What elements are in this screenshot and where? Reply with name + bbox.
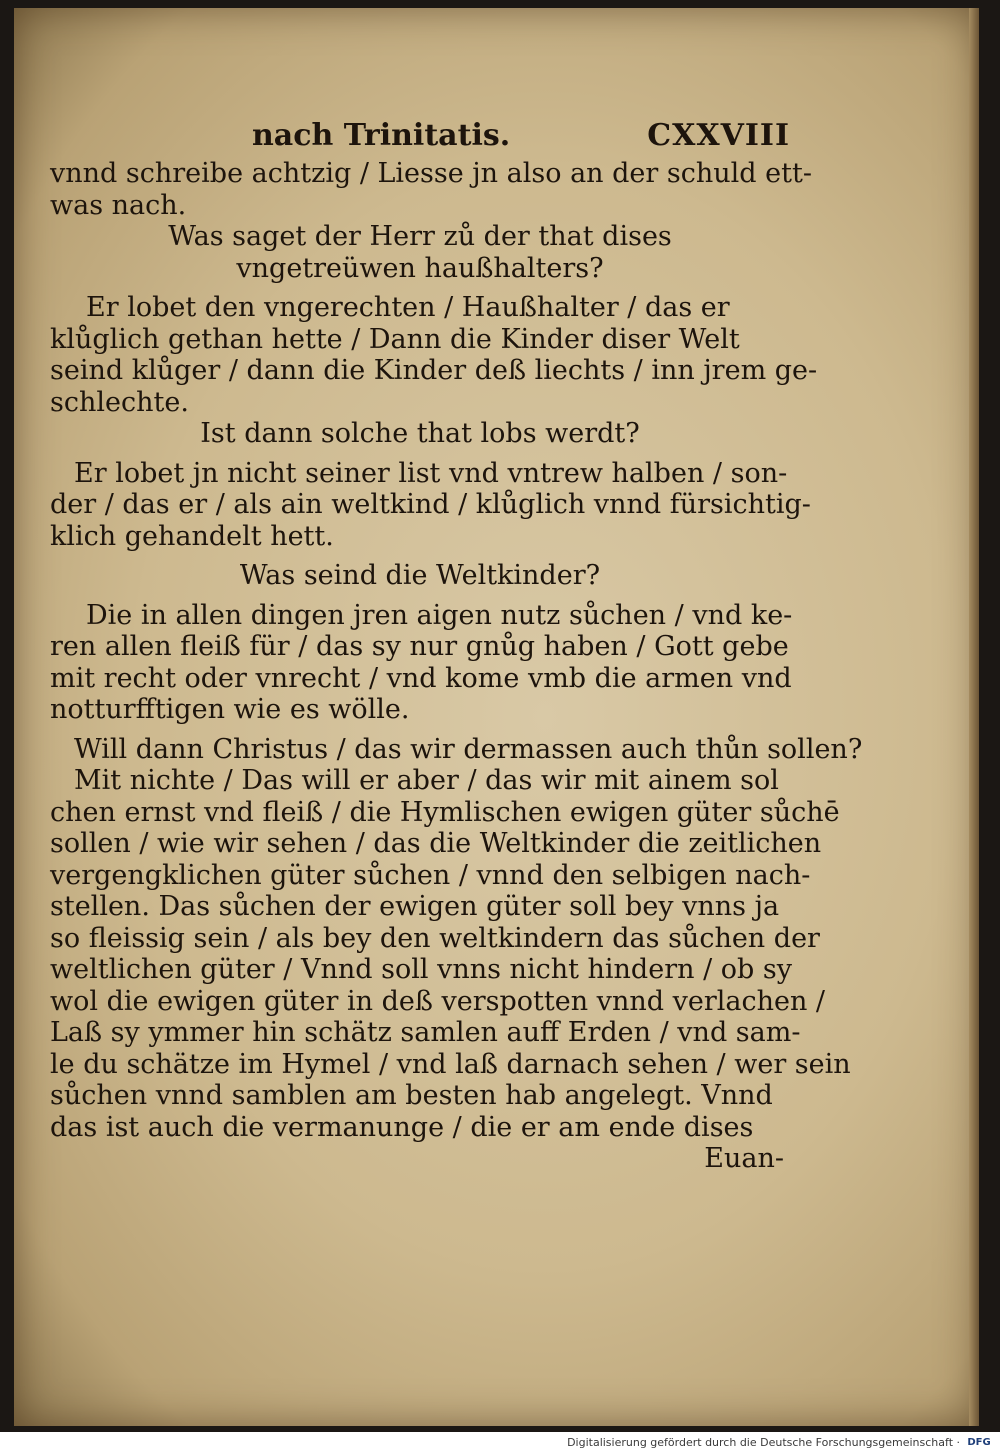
- text-line: Mit nichte / Das will er aber / das wir mit ainem sol: [74, 765, 779, 796]
- text-line: vnnd schreibe achtzig / Liesse jn also an der schuld ett-: [50, 158, 812, 189]
- text-line: sůchen vnnd samblen am besten hab angelegt. Vnnd: [50, 1080, 773, 1111]
- spacer: [50, 592, 790, 600]
- text-line: Laß sy ymmer hin schätz samlen auff Erden / vnd sam-: [50, 1017, 801, 1048]
- text-line: le du schätze im Hymel / vnd laß darnach sehen / wer sein: [50, 1048, 851, 1080]
- text-line: weltlichen güter / Vnnd soll vnns nicht hindern / ob sy: [50, 954, 792, 985]
- question-line: Was saget der Herr zů der that dises: [168, 221, 672, 252]
- spacer: [50, 726, 790, 734]
- text-line: notturfftigen wie es wölle.: [50, 694, 410, 725]
- text-line: Er lobet den vngerechten / Haußhalter / das er: [86, 292, 730, 323]
- dfg-logo-icon: DFG: [967, 1437, 991, 1448]
- text-line: klůglich gethan hette / Dann die Kinder diser Welt: [50, 323, 740, 355]
- spacer: [50, 284, 790, 292]
- question-line: vngetreüwen haußhalters?: [236, 252, 604, 284]
- text-line: klich gehandelt hett.: [50, 520, 334, 552]
- folio-number: CXXVIII: [647, 118, 790, 153]
- text-line: Die in allen dingen jren aigen nutz sůchen / vnd ke-: [86, 599, 793, 631]
- page-edge: [969, 8, 979, 1426]
- running-title: nach Trinitatis.: [252, 118, 511, 153]
- text-line: chen ernst vnd fleiß / die Hymlischen ewigen güter sůchē: [50, 796, 840, 828]
- text-line: vergengklichen güter sůchen / vnnd den selbigen nach-: [50, 859, 811, 891]
- text-line: mit recht oder vnrecht / vnd kome vmb die armen vnd: [50, 662, 792, 694]
- text-line: Er lobet jn nicht seiner list vnd vntrew halben / son-: [74, 457, 788, 489]
- text-line: was nach.: [50, 189, 187, 221]
- text-line: stellen. Das sůchen der ewigen güter soll bey vnns ja: [50, 891, 780, 922]
- text-line: seind klůger / dann die Kinder deß liechts / inn jrem ge-: [50, 355, 818, 386]
- question-line: Ist dann solche that lobs werdt?: [200, 418, 640, 449]
- text-line: schlechte.: [50, 386, 189, 418]
- text-line: so fleissig sein / als bey den weltkindern das sůchen der: [50, 922, 820, 954]
- text-line: das ist auch die vermanunge / die er am ende dises: [50, 1111, 754, 1143]
- text-line: sollen / wie wir sehen / das die Weltkinder die zeitlichen: [50, 828, 822, 859]
- running-header: [50, 120, 790, 158]
- text-line: ren allen fleiß für / das sy nur gnůg haben / Gott gebe: [50, 631, 789, 662]
- question-line: Was seind die Weltkinder?: [239, 560, 601, 591]
- funding-credit: Digitalisierung gefördert durch die Deutsche Forschungsgemeinschaft ·: [567, 1436, 960, 1449]
- text-line: wol die ewigen güter in deß verspotten vnnd verlachen /: [50, 985, 826, 1017]
- spacer: [50, 552, 790, 560]
- text-block: [50, 118, 863, 1175]
- digitization-footer: [0, 1432, 1000, 1456]
- question-line: Will dann Christus / das wir dermassen auch thůn sollen?: [74, 733, 863, 765]
- catchword: Euan-: [704, 1143, 784, 1174]
- spacer: [50, 450, 790, 458]
- book-page: [14, 8, 979, 1426]
- text-line: der / das er / als ain weltkind / klůglich vnnd fürsichtig-: [50, 489, 811, 520]
